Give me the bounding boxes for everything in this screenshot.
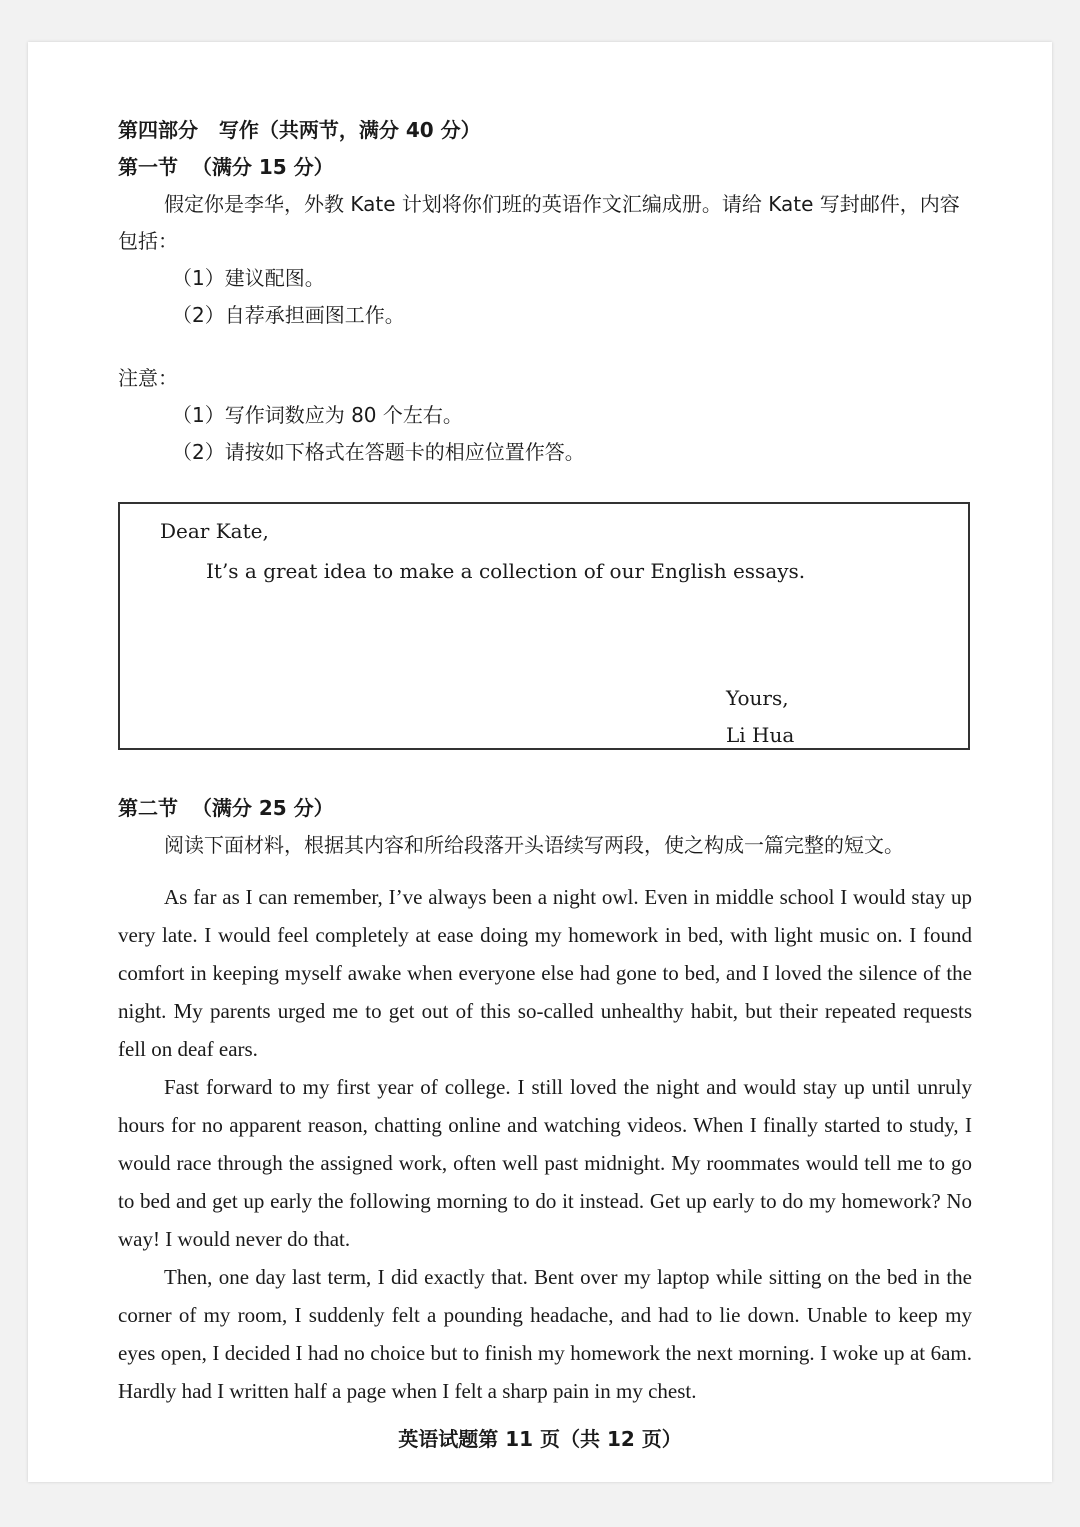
part-title: 第四部分 写作（共两节，满分 40 分） xyxy=(118,118,481,142)
letter-greeting: Dear Kate, xyxy=(160,519,269,543)
note-item: （1）写作词数应为 80 个左右。 xyxy=(172,403,463,427)
section2-prompt: 阅读下面材料，根据其内容和所给段落开头语续写两段，使之构成一篇完整的短文。 xyxy=(164,833,904,857)
letter-closing: Yours, xyxy=(726,686,789,710)
passage-paragraph: As far as I can remember, I’ve always been a night owl. Even in middle school I would stay up very late. I would feel completely at ease doing my homework in bed, with light music on. I found comfort in keeping myself awake when everyone else had gone to bed, and I loved the silence of the night. My parents urged me to get out of this so-called unhealthy habit, but their repeated requests fell on deaf ears. xyxy=(118,885,972,1061)
requirement-item: （2）自荐承担画图工作。 xyxy=(172,303,405,327)
page-content xyxy=(118,112,972,1410)
note-label: 注意： xyxy=(118,366,178,390)
page-footer: 英语试题第 11 页（共 12 页） xyxy=(398,1427,682,1451)
letter-signature: Li Hua xyxy=(726,723,795,747)
letter-closing-block xyxy=(726,680,794,754)
section1-prompt: 假定你是李华，外教 Kate 计划将你们班的英语作文汇编成册。请给 Kate 写封邮件，内容包括： xyxy=(118,192,960,253)
section2 xyxy=(118,790,972,1410)
passage-paragraph: Then, one day last term, I did exactly that. Bent over my laptop while sitting on the bed in the corner of my room, I suddenly felt a pounding headache, and had to lie down. Unable to keep my eyes open, I decided I had no choice but to finish my homework the next morning. I woke up at 6am. Hardly had I written half a page when I felt a sharp pain in my chest. xyxy=(118,1265,972,1403)
requirement-item: （1）建议配图。 xyxy=(172,266,325,290)
letter-template-box xyxy=(118,502,970,750)
letter-first-line: It’s a great idea to make a collection of our English essays. xyxy=(206,559,806,583)
passage-paragraph: Fast forward to my first year of college. I still loved the night and would stay up until unruly hours for no apparent reason, chatting online and watching videos. When I finally started to study, I would race through the assigned work, often well past midnight. My roommates would tell me to go to bed and get up early the following morning to do it instead. Get up early to do my homework? No way! I would never do that. xyxy=(118,1075,972,1251)
section1-title: 第一节 （满分 15 分） xyxy=(118,155,334,179)
section2-title: 第二节 （满分 25 分） xyxy=(118,796,334,820)
note-item: （2）请按如下格式在答题卡的相应位置作答。 xyxy=(172,440,585,464)
